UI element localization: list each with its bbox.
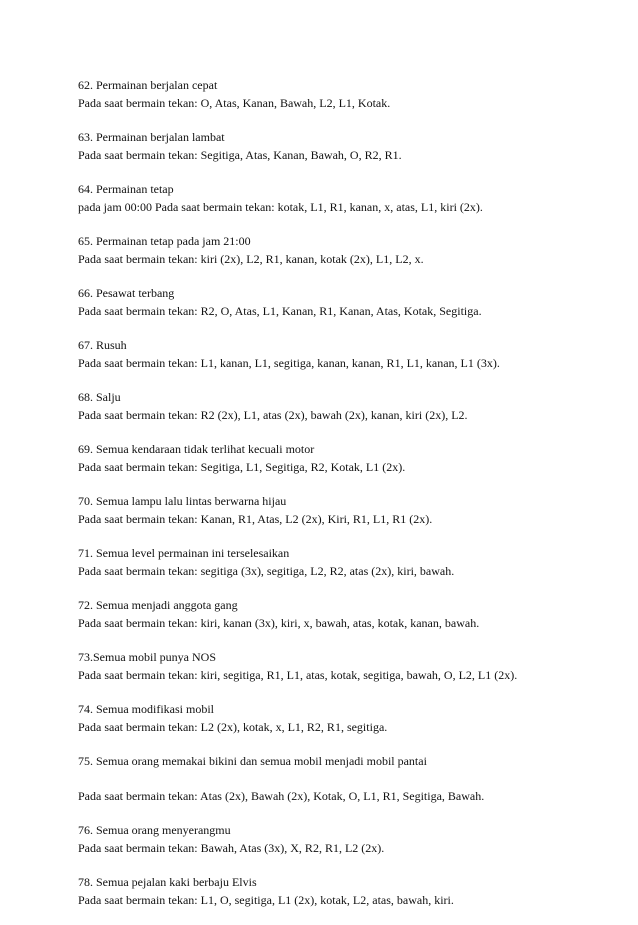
cheat-entry-75 [78, 752, 618, 805]
cheat-code: Pada saat bermain tekan: L1, O, segitiga, L1 (2x), kotak, L2, atas, bawah, kiri. [78, 893, 454, 907]
cheat-title: 62. Permainan berjalan cepat [78, 78, 218, 92]
cheat-code: Pada saat bermain tekan: R2 (2x), L1, atas (2x), bawah (2x), kanan, kiri (2x), L2. [78, 408, 468, 422]
cheat-code: Pada saat bermain tekan: L2 (2x), kotak, x, L1, R2, R1, segitiga. [78, 720, 388, 734]
document-page [78, 76, 618, 925]
cheat-title: 63. Permainan berjalan lambat [78, 130, 225, 144]
cheat-entry-67 [78, 336, 618, 372]
cheat-title: 70. Semua lampu lalu lintas berwarna hijau [78, 494, 287, 508]
cheat-code: Pada saat bermain tekan: L1, kanan, L1, segitiga, kanan, kanan, R1, L1, kanan, L1 (3x). [78, 356, 500, 370]
cheat-entry-62 [78, 76, 618, 112]
cheat-entry-68 [78, 388, 618, 424]
cheat-title: 75. Semua orang memakai bikini dan semua mobil menjadi mobil pantai [78, 754, 427, 768]
cheat-code: Pada saat bermain tekan: kiri (2x), L2, R1, kanan, kotak (2x), L1, L2, x. [78, 252, 424, 266]
cheat-code: Pada saat bermain tekan: Atas (2x), Bawah (2x), Kotak, O, L1, R1, Segitiga, Bawah. [78, 789, 485, 803]
cheat-code: pada jam 00:00 Pada saat bermain tekan: kotak, L1, R1, kanan, x, atas, L1, kiri (2x). [78, 200, 483, 214]
cheat-code: Pada saat bermain tekan: kiri, kanan (3x), kiri, x, bawah, atas, kotak, kanan, bawah. [78, 616, 480, 630]
cheat-code: Pada saat bermain tekan: R2, O, Atas, L1, Kanan, R1, Kanan, Atas, Kotak, Segitiga. [78, 304, 482, 318]
cheat-entry-71 [78, 544, 618, 580]
cheat-title: 69. Semua kendaraan tidak terlihat kecuali motor [78, 442, 315, 456]
cheat-entry-72 [78, 596, 618, 632]
cheat-title: 68. Salju [78, 390, 121, 404]
cheat-title: 73.Semua mobil punya NOS [78, 650, 216, 664]
cheat-title: 66. Pesawat terbang [78, 286, 175, 300]
cheat-entry-65 [78, 232, 618, 268]
cheat-code: Pada saat bermain tekan: kiri, segitiga, R1, L1, atas, kotak, segitiga, bawah, O, L2, L1 (2x). [78, 668, 518, 682]
cheat-entry-69 [78, 440, 618, 476]
cheat-title: 74. Semua modifikasi mobil [78, 702, 214, 716]
cheat-code: Pada saat bermain tekan: Segitiga, Atas, Kanan, Bawah, O, R2, R1. [78, 148, 402, 162]
cheat-code: Pada saat bermain tekan: Kanan, R1, Atas, L2 (2x), Kiri, R1, L1, R1 (2x). [78, 512, 433, 526]
cheat-entry-74 [78, 700, 618, 736]
cheat-title: 65. Permainan tetap pada jam 21:00 [78, 234, 251, 248]
cheat-title: 78. Semua pejalan kaki berbaju Elvis [78, 875, 257, 889]
cheat-entry-70 [78, 492, 618, 528]
cheat-code: Pada saat bermain tekan: Segitiga, L1, Segitiga, R2, Kotak, L1 (2x). [78, 460, 406, 474]
cheat-entry-76 [78, 821, 618, 857]
cheat-title: 67. Rusuh [78, 338, 127, 352]
cheat-entry-73 [78, 648, 618, 684]
cheat-entry-78 [78, 873, 618, 909]
cheat-entry-66 [78, 284, 618, 320]
cheat-title: 71. Semua level permainan ini terselesaikan [78, 546, 290, 560]
cheat-entry-64 [78, 180, 618, 216]
cheat-title: 76. Semua orang menyerangmu [78, 823, 231, 837]
cheat-code: Pada saat bermain tekan: Bawah, Atas (3x), X, R2, R1, L2 (2x). [78, 841, 385, 855]
cheat-code: Pada saat bermain tekan: segitiga (3x), segitiga, L2, R2, atas (2x), kiri, bawah. [78, 564, 455, 578]
cheat-entry-63 [78, 128, 618, 164]
cheat-title: 64. Permainan tetap [78, 182, 174, 196]
cheat-code: Pada saat bermain tekan: O, Atas, Kanan, Bawah, L2, L1, Kotak. [78, 96, 391, 110]
cheat-title: 72. Semua menjadi anggota gang [78, 598, 238, 612]
